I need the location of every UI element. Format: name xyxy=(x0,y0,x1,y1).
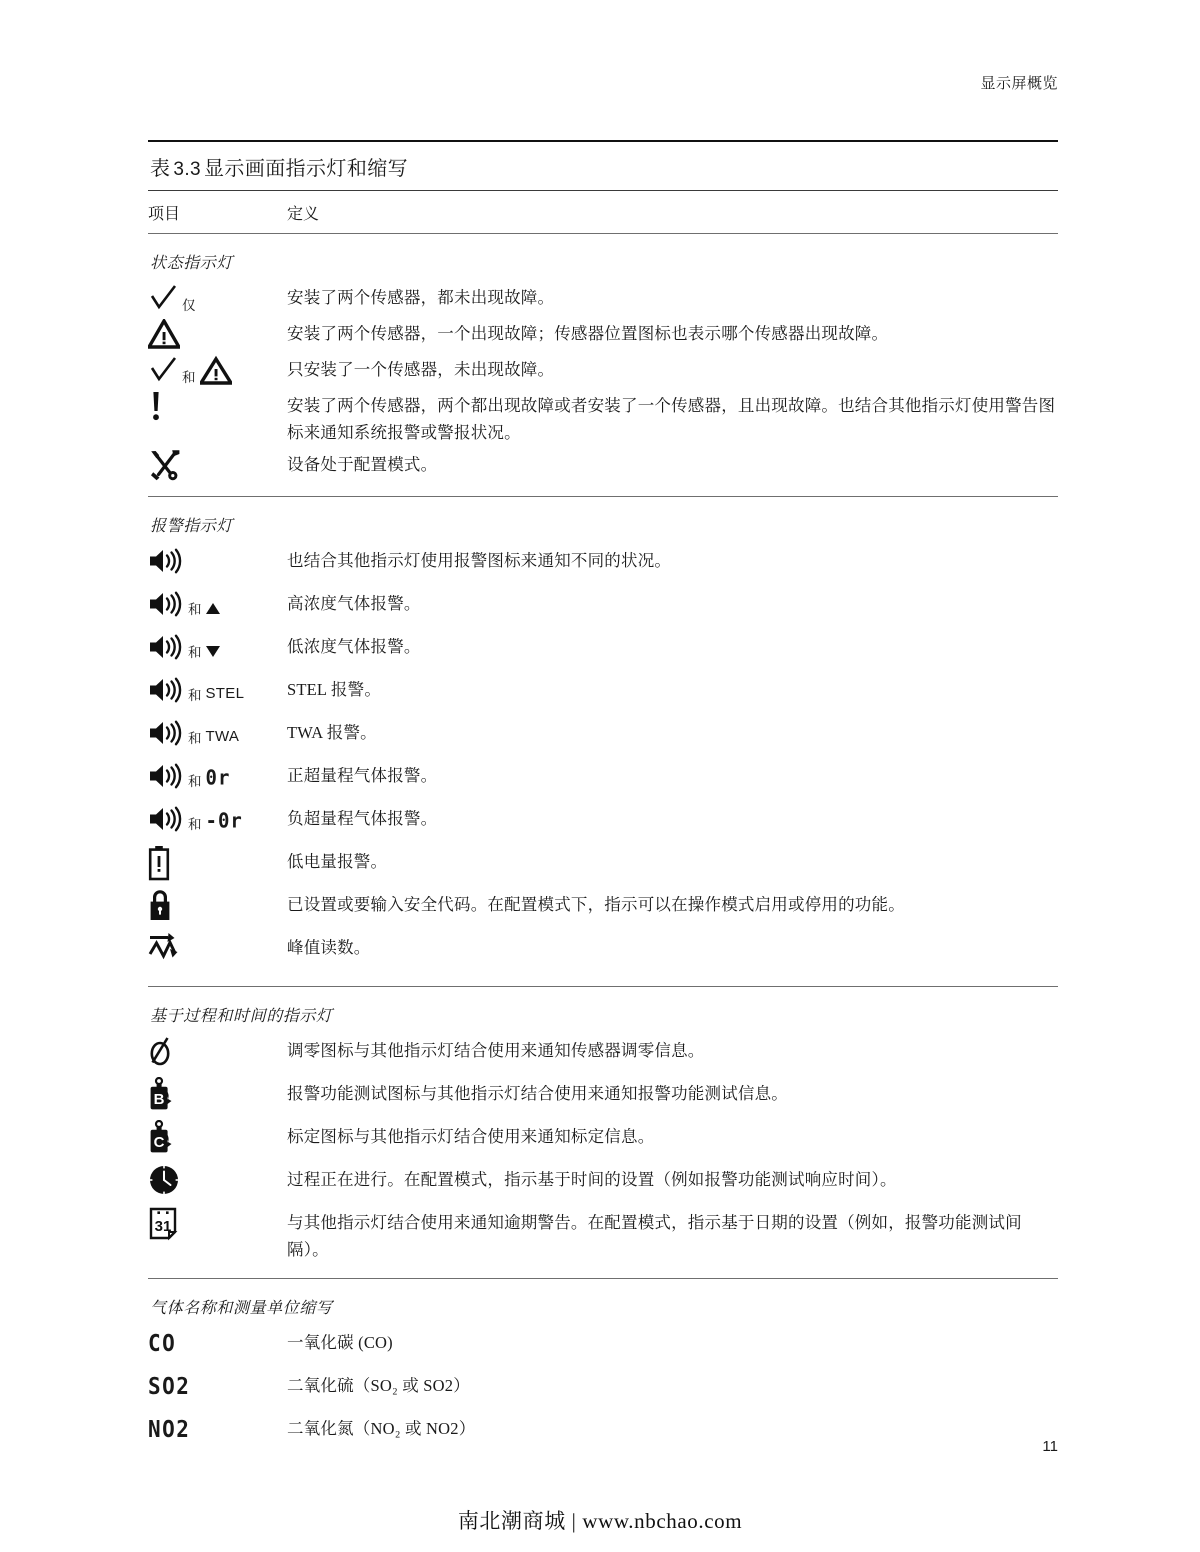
gas-code-co: CO xyxy=(148,1329,177,1357)
triangle-down-icon xyxy=(206,646,220,657)
check-mark-icon xyxy=(148,283,178,313)
speaker-icon xyxy=(148,634,184,660)
calibration-cylinder-icon xyxy=(148,1120,176,1156)
row-definition: 二氧化氮（NO₂ 或 NO2） xyxy=(287,1418,476,1438)
svg-text:B: B xyxy=(153,1091,165,1109)
row-symbol xyxy=(148,351,287,387)
row-symbol xyxy=(148,1118,287,1156)
table-row xyxy=(148,1032,1058,1075)
table-row xyxy=(148,1075,1058,1118)
row-definition: 也结合其他指示灯使用报警图标来通知不同的状况。 xyxy=(287,551,672,571)
speaker-and-overrange-icon xyxy=(148,763,230,789)
speaker-and-up-arrow-icon xyxy=(148,591,220,617)
row-definition: 正超量程气体报警。 xyxy=(287,766,438,786)
row-conjunction: 和 xyxy=(188,601,202,617)
row-conjunction: 和 xyxy=(188,687,202,703)
speaker-icon xyxy=(148,548,184,574)
row-definition: 安装了两个传感器，都未出现故障。 xyxy=(287,288,555,307)
row-definition: 与其他指示灯结合使用来通知逾期警告。在配置模式，指示基于日期的设置（例如，报警功能测试间隔）。 xyxy=(287,1213,1022,1260)
row-symbol xyxy=(148,1204,287,1242)
page-number: 11 xyxy=(1042,1438,1058,1455)
table-column-headers xyxy=(148,191,1058,233)
triangle-up-icon xyxy=(206,603,220,614)
table-row xyxy=(148,1204,1058,1263)
caption-text: 显示画面指示灯和缩写 xyxy=(204,158,409,180)
speaker-icon xyxy=(148,763,184,789)
row-definition: 高浓度气体报警。 xyxy=(287,594,421,614)
overrange-label: 0r xyxy=(205,766,231,791)
bump-test-cylinder-icon xyxy=(148,1077,176,1113)
table-row xyxy=(148,800,1058,843)
table-row xyxy=(148,714,1058,757)
clock-icon xyxy=(148,1164,180,1196)
speaker-icon xyxy=(148,720,184,746)
exclamation-icon xyxy=(148,389,164,423)
twa-label: TWA xyxy=(205,728,240,746)
table-row xyxy=(148,585,1058,628)
column-header-definition: 定义 xyxy=(287,206,320,223)
row-conjunction: 和 xyxy=(188,644,202,660)
row-symbol xyxy=(148,1075,287,1113)
table-row xyxy=(148,1410,1058,1453)
row-symbol xyxy=(148,800,287,836)
row-symbol xyxy=(148,714,287,750)
table-caption xyxy=(148,142,1058,190)
row-definition: TWA 报警。 xyxy=(287,723,377,743)
calendar-31-icon xyxy=(148,1206,180,1242)
section-title-alarm: 报警指示灯 xyxy=(150,518,234,536)
negative-overrange-label: -0r xyxy=(205,809,243,834)
peak-reading-icon xyxy=(148,932,180,964)
row-definition: 一氧化碳 (CO) xyxy=(287,1332,393,1352)
speaker-and-down-arrow-icon xyxy=(148,634,220,660)
table-row xyxy=(148,542,1058,585)
row-symbol xyxy=(148,1367,287,1403)
running-header: 显示屏概览 xyxy=(980,76,1058,92)
row-definition: 报警功能测试图标与其他指示灯结合使用来通知报警功能测试信息。 xyxy=(287,1084,788,1104)
row-definition: 标定图标与其他指示灯结合使用来通知标定信息。 xyxy=(287,1127,655,1147)
row-definition: 低电量报警。 xyxy=(287,852,388,872)
gas-cylinder-b-icon xyxy=(148,1077,176,1113)
check-and-warning-icon xyxy=(148,355,232,385)
gas-code-so2: SO2 xyxy=(148,1372,191,1400)
row-symbol xyxy=(148,671,287,707)
table-row xyxy=(148,1161,1058,1204)
low-battery-icon xyxy=(148,845,170,881)
row-definition: 二氧化硫（SO₂ 或 SO2） xyxy=(287,1375,470,1395)
section-rows-process xyxy=(148,1032,1058,1263)
calendar-day-label: 31 xyxy=(154,1218,172,1236)
row-symbol xyxy=(148,843,287,881)
stel-label: STEL xyxy=(205,685,245,703)
indicator-table xyxy=(148,140,1058,1453)
row-definition: 低浓度气体报警。 xyxy=(287,637,421,657)
table-row xyxy=(148,886,1058,929)
table-row xyxy=(148,843,1058,886)
caption-number: 3.3 xyxy=(173,159,202,180)
row-symbol xyxy=(148,446,287,482)
section-rows-alarm xyxy=(148,542,1058,972)
table-row xyxy=(148,757,1058,800)
speaker-icon xyxy=(148,806,184,832)
table-row xyxy=(148,387,1058,446)
zero-slashed-icon xyxy=(148,1034,172,1068)
section-title-status: 状态指示灯 xyxy=(150,255,234,272)
row-symbol xyxy=(148,628,287,664)
site-watermark xyxy=(0,1505,1200,1535)
speaker-icon xyxy=(148,677,184,703)
row-symbol xyxy=(148,279,287,315)
wrench-screwdriver-icon xyxy=(148,449,182,481)
site-url: www.nbchao.com xyxy=(582,1509,743,1533)
row-symbol xyxy=(148,585,287,621)
row-symbol xyxy=(148,387,287,423)
row-symbol xyxy=(148,315,287,351)
warning-triangle-icon xyxy=(148,319,180,349)
row-symbol xyxy=(148,1161,287,1197)
table-row xyxy=(148,279,1058,315)
table-row xyxy=(148,1367,1058,1410)
row-definition: 峰值读数。 xyxy=(287,938,371,958)
exclamation-mark-icon xyxy=(148,389,164,423)
clock-icon xyxy=(148,1164,180,1196)
section-rows-status xyxy=(148,279,1058,482)
gas-cylinder-c-icon xyxy=(148,1120,176,1156)
row-definition: 过程正在进行。在配置模式，指示基于时间的设置（例如报警功能测试响应时间）。 xyxy=(287,1170,897,1190)
row-symbol xyxy=(148,542,287,578)
warning-triangle-icon xyxy=(148,319,180,349)
row-symbol xyxy=(148,1324,287,1360)
svg-text:C: C xyxy=(153,1134,165,1152)
section-title-gas-names: 气体名称和测量单位缩写 xyxy=(150,1299,333,1317)
row-conjunction: 和 xyxy=(188,816,202,832)
row-definition: 只安装了一个传感器，未出现故障。 xyxy=(287,360,555,379)
table-row xyxy=(148,1324,1058,1367)
row-definition: 负超量程气体报警。 xyxy=(287,809,438,829)
row-symbol xyxy=(148,1032,287,1068)
row-definition: 调零图标与其他指示灯结合使用来通知传感器调零信息。 xyxy=(287,1041,705,1061)
peak-reading-icon xyxy=(148,932,180,964)
speaker-and-stel-icon xyxy=(148,677,244,703)
warning-triangle-icon xyxy=(200,355,232,385)
row-definition: STEL 报警。 xyxy=(287,680,382,700)
table-row xyxy=(148,351,1058,387)
table-row xyxy=(148,315,1058,351)
check-icon xyxy=(148,283,196,313)
section-rows-gas-names xyxy=(148,1324,1058,1453)
row-conjunction: 和 xyxy=(182,369,196,385)
table-row xyxy=(148,671,1058,714)
row-symbol xyxy=(148,757,287,793)
table-row xyxy=(148,929,1058,972)
row-definition: 已设置或要输入安全代码。在配置模式下，指示可以在操作模式启用或停用的功能。 xyxy=(287,895,905,915)
speaker-and-negative-overrange-icon xyxy=(148,806,243,832)
speaker-and-twa-icon xyxy=(148,720,239,746)
battery-icon xyxy=(148,845,170,881)
footer-separator: | xyxy=(571,1509,577,1533)
calendar-icon xyxy=(148,1206,180,1242)
column-header-item: 项目 xyxy=(148,206,181,223)
padlock-icon xyxy=(148,888,172,922)
row-definition: 安装了两个传感器，两个都出现故障或者安装了一个传感器，且出现故障。也结合其他指示灯使用警告图标来通知系统报警或警报状况。 xyxy=(287,396,1056,442)
row-symbol xyxy=(148,1410,287,1446)
row-conjunction: 和 xyxy=(188,730,202,746)
caption-prefix: 表 xyxy=(150,158,171,180)
row-conjunction: 仅 xyxy=(182,297,196,313)
section-title-process: 基于过程和时间的指示灯 xyxy=(150,1008,333,1026)
table-row xyxy=(148,446,1058,482)
gas-code-no2: NO2 xyxy=(148,1415,191,1443)
table-row xyxy=(148,1118,1058,1161)
wrench-screwdriver-icon xyxy=(148,449,182,481)
row-conjunction: 和 xyxy=(188,773,202,789)
row-definition: 设备处于配置模式。 xyxy=(287,455,438,475)
speaker-icon xyxy=(148,591,184,617)
padlock-icon xyxy=(148,888,172,922)
site-name: 南北潮商城 xyxy=(457,1509,566,1533)
check-mark-icon xyxy=(148,355,178,385)
zero-slashed-icon xyxy=(148,1034,172,1068)
table-row xyxy=(148,628,1058,671)
row-symbol xyxy=(148,886,287,922)
row-symbol xyxy=(148,929,287,965)
row-definition: 安装了两个传感器，一个出现故障；传感器位置图标也表示哪个传感器出现故障。 xyxy=(287,324,889,343)
speaker-icon xyxy=(148,548,184,574)
